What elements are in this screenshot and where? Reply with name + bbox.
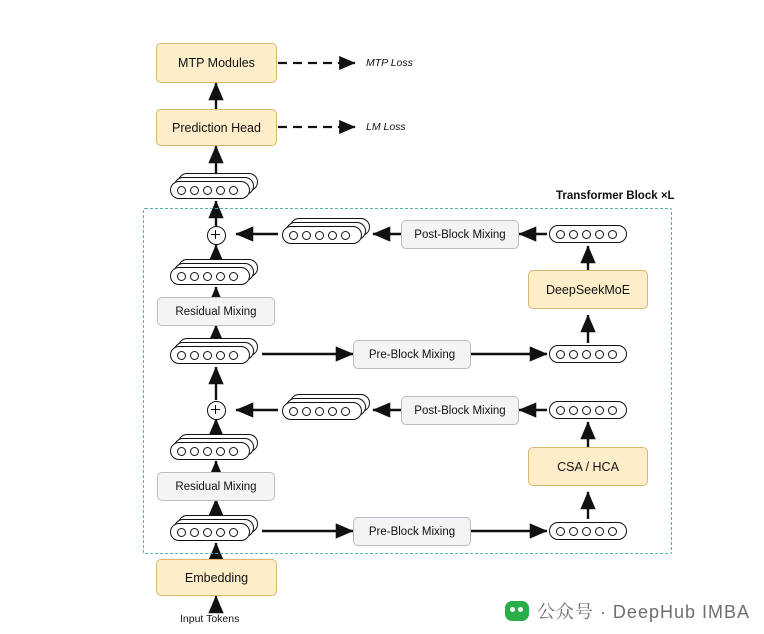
- node-label: Pre-Block Mixing: [368, 525, 456, 538]
- add-operator-top: [207, 226, 226, 245]
- node-label: DeepSeekMoE: [545, 282, 631, 297]
- token-stack-residual-bottom-out: [170, 434, 262, 464]
- token-row-moe-out: [549, 225, 629, 244]
- node-post-block-mixing-bottom[interactable]: [401, 396, 519, 425]
- node-pre-block-mixing-top[interactable]: [353, 340, 471, 369]
- node-label: MTP Modules: [178, 56, 255, 70]
- input-tokens-label: Input Tokens: [180, 613, 240, 625]
- node-embedding[interactable]: [156, 559, 277, 596]
- node-residual-mixing-bottom[interactable]: [157, 472, 275, 501]
- token-dot: [216, 186, 225, 195]
- node-label: Post-Block Mixing: [414, 404, 506, 417]
- node-label: Prediction Head: [172, 120, 261, 135]
- node-label: Post-Block Mixing: [414, 228, 506, 241]
- token-stack-postblock-bottom: [282, 394, 374, 424]
- node-residual-mixing-top[interactable]: [157, 297, 275, 326]
- token-stack-embedding-out: [170, 515, 262, 545]
- token-row-attn-out: [549, 401, 629, 420]
- transformer-block-title: Transformer Block ×L: [556, 190, 675, 202]
- watermark: [505, 598, 750, 624]
- mtp-loss-label: MTP Loss: [366, 57, 413, 69]
- add-operator-bottom: [207, 401, 226, 420]
- lm-loss-label: LM Loss: [366, 121, 406, 133]
- node-pre-block-mixing-bottom[interactable]: [353, 517, 471, 546]
- wechat-icon: [505, 601, 529, 621]
- node-deepseekmoe[interactable]: [528, 270, 648, 309]
- token-stack-output: [170, 173, 262, 203]
- watermark-text: 公众号 · DeepHub IMBA: [536, 602, 750, 622]
- node-label: Residual Mixing: [175, 480, 257, 493]
- token-dot: [229, 186, 238, 195]
- node-label: Residual Mixing: [175, 305, 257, 318]
- node-label: CSA / HCA: [557, 459, 619, 474]
- node-mtp-modules[interactable]: [156, 43, 277, 83]
- token-dot: [177, 186, 186, 195]
- token-stack-postblock-top: [282, 218, 374, 248]
- node-csa-hca[interactable]: [528, 447, 648, 486]
- node-label: Embedding: [184, 570, 249, 585]
- token-dot: [203, 186, 212, 195]
- token-stack-preblock-top: [170, 338, 262, 368]
- token-row-moe-in: [549, 345, 629, 364]
- token-dot: [190, 186, 199, 195]
- node-label: Pre-Block Mixing: [368, 348, 456, 361]
- node-prediction-head[interactable]: [156, 109, 277, 146]
- node-post-block-mixing-top[interactable]: [401, 220, 519, 249]
- token-row-attn-in: [549, 522, 629, 541]
- token-stack-residual-top-out: [170, 259, 262, 289]
